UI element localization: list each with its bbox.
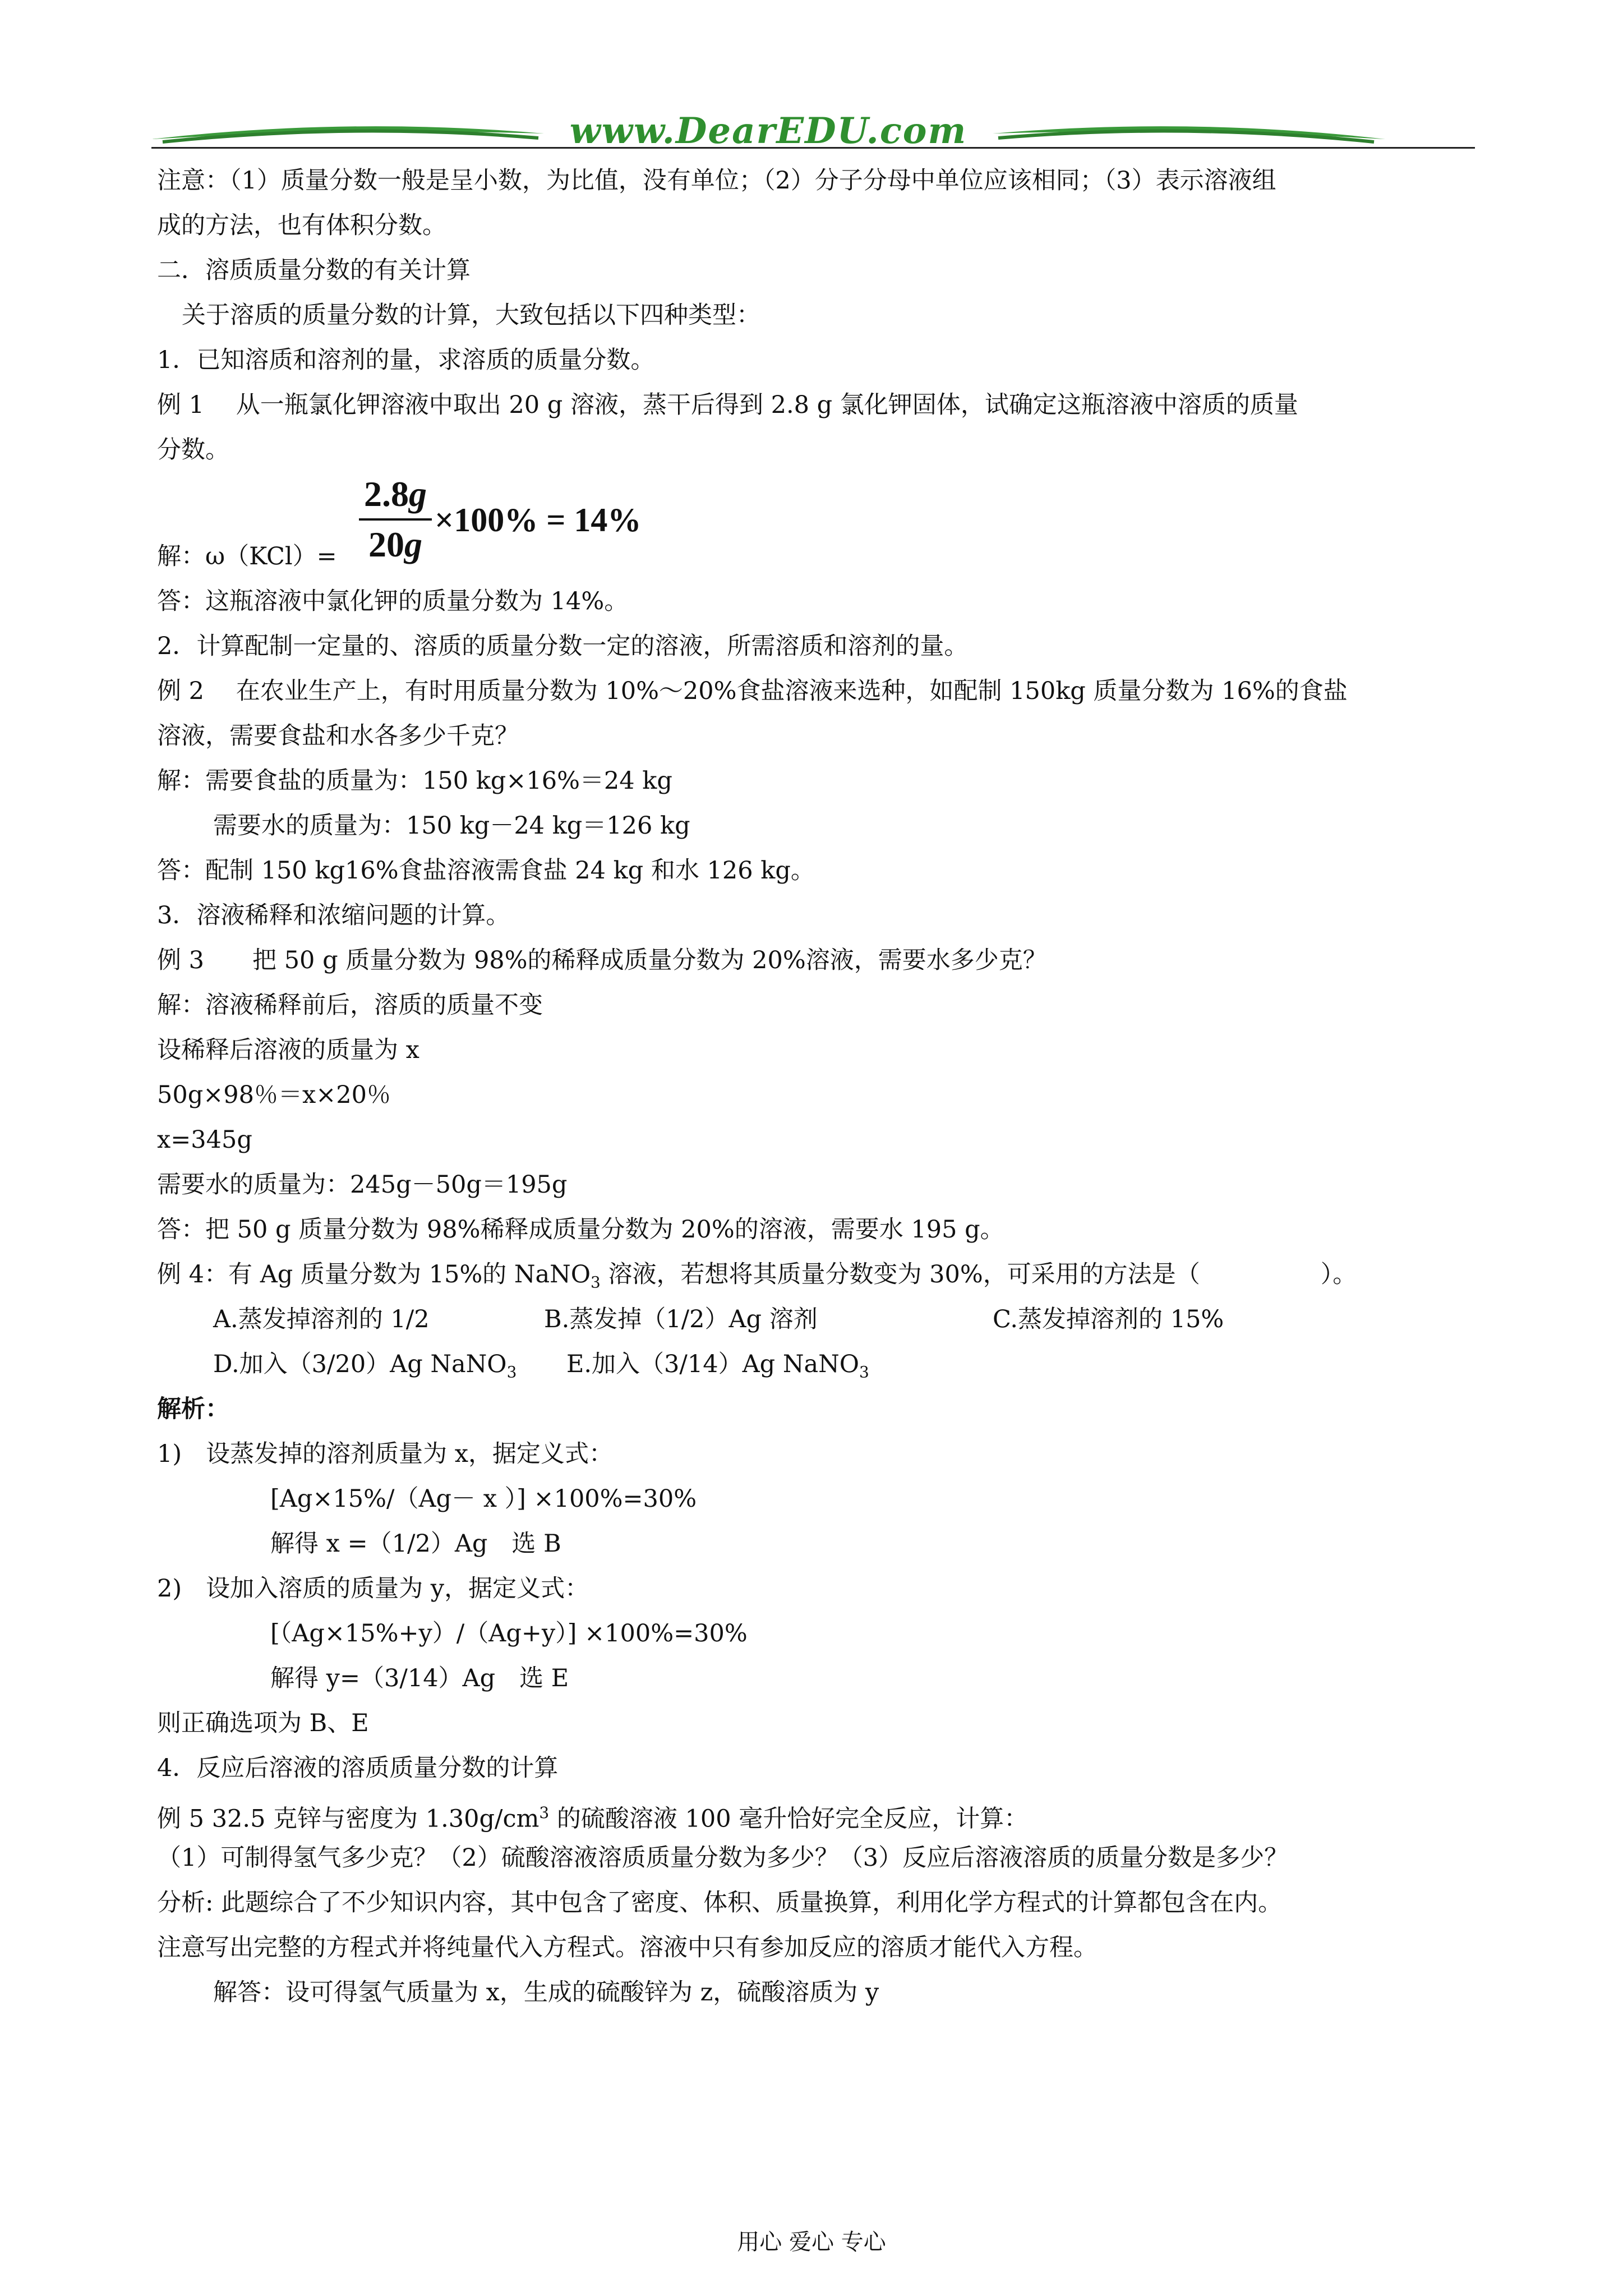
- solution-line: x=345g: [157, 1126, 252, 1154]
- analysis-line: 则正确选项为 B、E: [157, 1709, 369, 1737]
- solution-line: 解：需要食盐的质量为：150 kg×16%＝24 kg: [157, 767, 672, 795]
- choice-row: [157, 1342, 1475, 1387]
- analysis-heading: 解析：: [157, 1395, 229, 1423]
- choice-d: D.加入（3/20）Ag NaNO$_3$: [213, 1350, 517, 1382]
- example-line: 例 4：有 Ag 质量分数为 15%的 NaNO$_3$ 溶液，若想将其质量分数变为 30%，可采用的方法是（ ）。: [157, 1260, 1357, 1292]
- fraction-denominator: 20g: [368, 524, 422, 564]
- solution-line: 需要水的质量为：245g－50g＝195g: [157, 1171, 568, 1199]
- answer-line: 答：把 50 g 质量分数为 98%稀释成质量分数为 20%的溶液，需要水 195 g。: [157, 1216, 1004, 1244]
- section-heading: 二．溶质质量分数的有关计算: [157, 256, 471, 284]
- analysis-line: 1) 设蒸发掉的溶剂质量为 x，据定义式：: [157, 1440, 614, 1468]
- subsection-heading: 3．溶液稀释和浓缩问题的计算。: [157, 901, 510, 930]
- text-line: 注意：（1）质量分数一般是呈小数，为比值，没有单位；（2）分子分母中单位应该相同；（3）表示溶液组: [157, 167, 1276, 195]
- example-line: 例 2 在农业生产上，有时用质量分数为 10%～20%食盐溶液来选种，如配制 150kg 质量分数为 16%的食盐: [157, 677, 1348, 705]
- choice-row: [157, 1297, 1475, 1342]
- text-line: 成的方法，也有体积分数。: [157, 211, 446, 240]
- site-url[interactable]: www.DearEDU.com: [569, 110, 967, 152]
- solution-line: 解答：设可得氢气质量为 x，生成的硫酸锌为 z，硫酸溶质为 y: [213, 1978, 879, 2007]
- solution-line: 解：溶液稀释前后，溶质的质量不变: [157, 991, 543, 1019]
- analysis-line: 注意写出完整的方程式并将纯量代入方程式。溶液中只有参加反应的溶质才能代入方程。: [157, 1934, 1098, 1962]
- formula-block: [157, 472, 1475, 579]
- solution-line: 50g×98％＝x×20％: [157, 1081, 391, 1109]
- analysis-line: 2) 设加入溶质的质量为 y，据定义式：: [157, 1575, 589, 1603]
- choice-b: B.蒸发掉（1/2）Ag 溶剂: [544, 1305, 818, 1333]
- example-line: 例 1 从一瓶氯化钾溶液中取出 20 g 溶液，蒸干后得到 2.8 g 氯化钾固体，试确定这瓶溶液中溶质的质量: [157, 391, 1298, 419]
- formula-result: ×100% = 14%: [435, 501, 642, 539]
- subsection-heading: 2．计算配制一定量的、溶质的质量分数一定的溶液，所需溶质和溶剂的量。: [157, 632, 969, 660]
- fraction-bar: [359, 518, 432, 521]
- header-rule: [151, 147, 1475, 149]
- document-body: [157, 158, 1475, 2015]
- example-line: 溶液，需要食盐和水各多少千克？: [157, 722, 519, 750]
- analysis-line: 分析: 此题综合了不少知识内容，其中包含了密度、体积、质量换算，利用化学方程式的计算都包含在内。: [157, 1889, 1283, 1917]
- solution-line: 设稀释后溶液的质量为 x: [157, 1036, 419, 1064]
- choice-a: A.蒸发掉溶剂的 1/2: [213, 1305, 430, 1333]
- example-line: 例 5 32.5 克锌与密度为 $1.30g/cm^3$ 的硫酸溶液 100 毫升恰好完全反应，计算：: [157, 1803, 1029, 1833]
- subsection-heading: 4．反应后溶液的溶质质量分数的计算: [157, 1754, 559, 1782]
- analysis-line: 解得 y=（3/14）Ag 选 E: [270, 1664, 569, 1692]
- answer-line: 答：这瓶溶液中氯化钾的质量分数为 14%。: [157, 587, 629, 615]
- answer-line: 答：配制 150 kg16%食盐溶液需食盐 24 kg 和水 126 kg。: [157, 857, 815, 885]
- example-line: 例 3 把 50 g 质量分数为 98%的稀释成质量分数为 20%溶液，需要水多少克？: [157, 946, 1047, 974]
- choice-e: E.加入（3/14）Ag NaNO$_3$: [566, 1350, 869, 1382]
- analysis-line: [（Ag×15%+y）/（Ag+y）] ×100%=30%: [270, 1619, 748, 1648]
- example-line: 分数。: [157, 436, 229, 464]
- example-line: （1）可制得氢气多少克？（2）硫酸溶液溶质质量分数为多少？（3）反应后溶液溶质的质量分数是多少？: [157, 1844, 1289, 1872]
- fraction-numerator: 2.8g: [364, 474, 427, 514]
- choice-c: C.蒸发掉溶剂的 15%: [993, 1305, 1224, 1333]
- fraction: [359, 472, 432, 567]
- text-line: 关于溶质的质量分数的计算，大致包括以下四种类型：: [182, 301, 760, 329]
- analysis-line: [Ag×15%/（Ag－ x ）] ×100%=30%: [270, 1485, 697, 1513]
- solution-line: 需要水的质量为：150 kg－24 kg＝126 kg: [213, 812, 690, 840]
- subsection-heading: 1．已知溶质和溶剂的量，求溶质的质量分数。: [157, 346, 655, 374]
- formula-label: 解：ω（KCl）=: [157, 542, 337, 570]
- analysis-line: 解得 x =（1/2）Ag 选 B: [270, 1530, 561, 1558]
- page-footer: 用心 爱心 专心: [737, 2229, 886, 2255]
